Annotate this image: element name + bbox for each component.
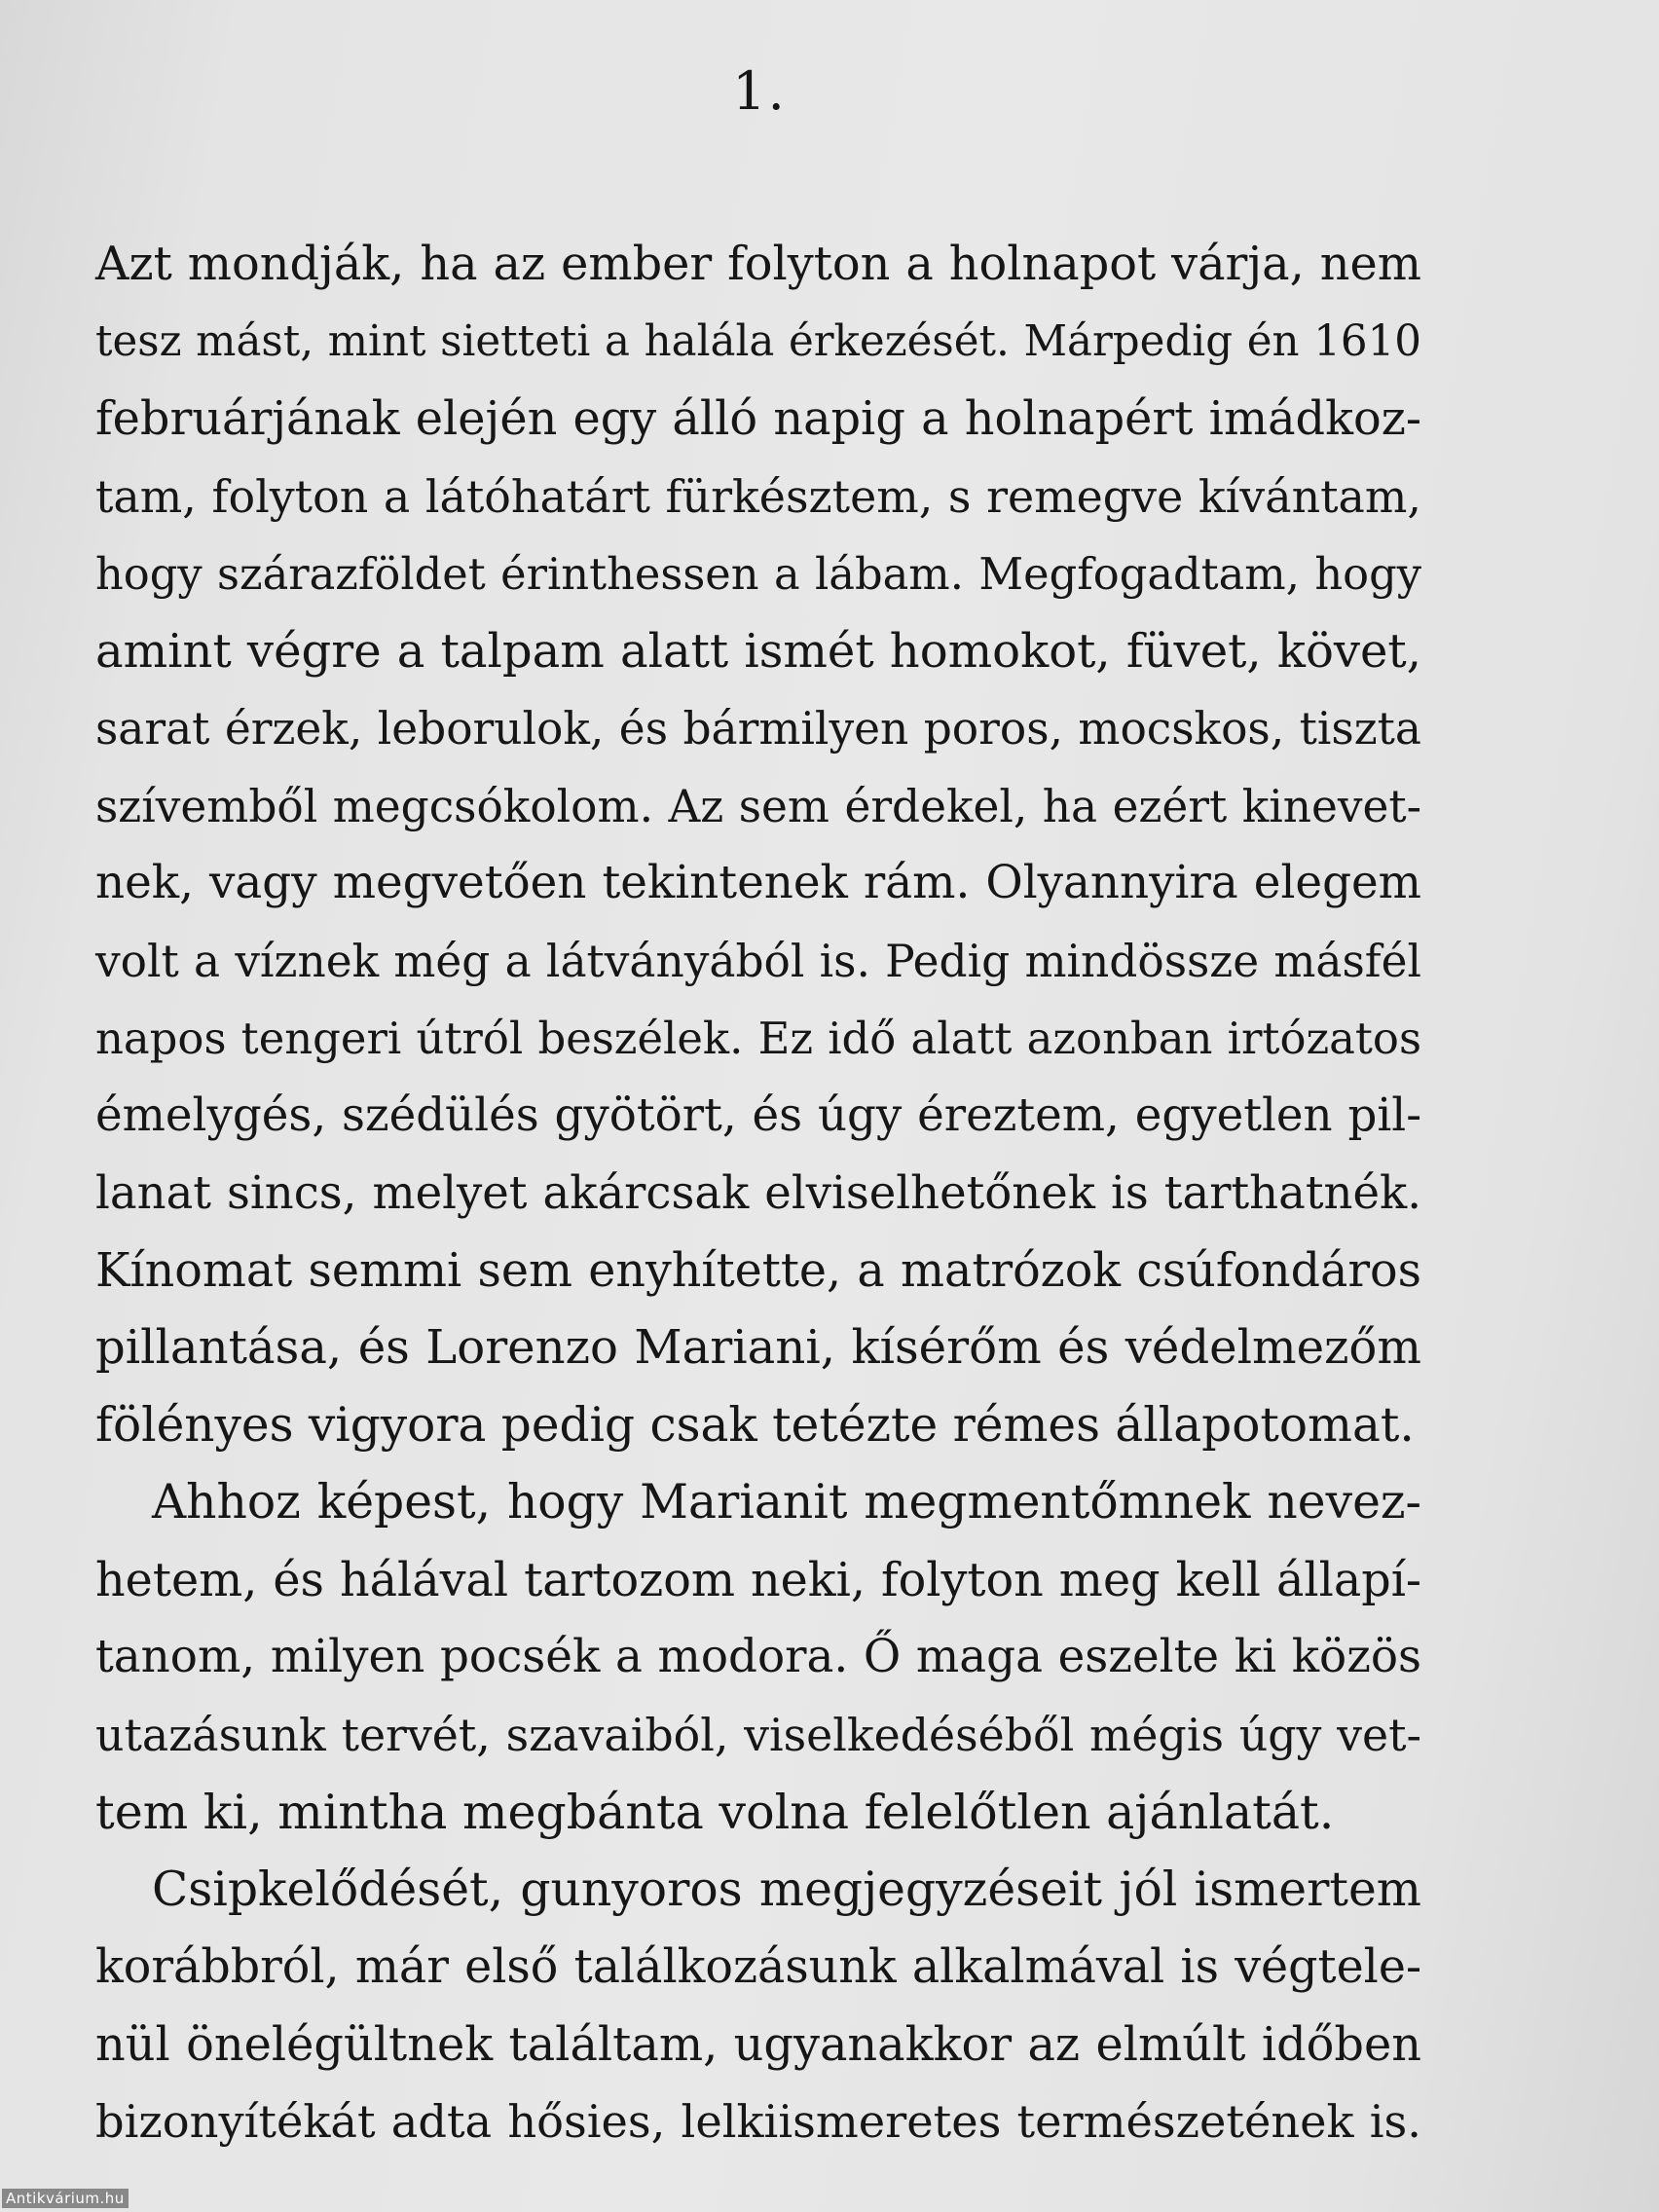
text-line: émelygés, szédülés gyötört, és úgy éreztem, egyetlen pil- <box>95 1088 1421 1142</box>
text-line: szívemből megcsókolom. Az sem érdekel, ha ezért kinevet- <box>95 780 1421 832</box>
text-line: volt a víznek még a látványából is. Pedig mindössze másfél <box>95 935 1421 987</box>
paragraph-1 <box>95 226 1421 1464</box>
text-line: tanom, milyen pocsék a modora. Ő maga eszelte ki közös <box>95 1631 1421 1683</box>
text-line: nül önelégültnek találtam, ugyanakkor az elmúlt időben <box>95 2017 1421 2072</box>
text-line: Ahhoz képest, hogy Marianit megmentőmnek nevez- <box>152 1475 1421 1530</box>
text-line: pillantása, és Lorenzo Mariani, kísérőm és védelmezőm <box>95 1320 1421 1375</box>
text-line: Kínomat semmi sem enyhítette, a matrózok csúfondáros <box>95 1243 1421 1298</box>
text-line: tesz mást, mint sietteti a halála érkezését. Márpedig én 1610 <box>95 316 1421 366</box>
text-line: tam, folyton a látóhatárt fürkésztem, s remegve kívántam, <box>95 469 1421 523</box>
text-line: Azt mondják, ha az ember folyton a holnapot várja, nem <box>95 238 1421 291</box>
text-line: Csipkelődését, gunyoros megjegyzéseit jól ismertem <box>152 1862 1421 1917</box>
watermark: Antikvárium.hu <box>2 2189 129 2208</box>
text-line: lanat sincs, melyet akárcsak elviselhetőnek is tarthatnék. <box>95 1166 1421 1219</box>
text-line: sarat érzek, leborulok, és bármilyen poros, mocskos, tiszta <box>95 703 1421 755</box>
text-line: amint végre a talpam alatt ismét homokot, füvet, követ, <box>95 623 1421 679</box>
text-line: napos tengeri útról beszélek. Ez idő alatt azonban irtózatos <box>95 1013 1421 1064</box>
text-line: nek, vagy megvetően tekintenek rám. Olyannyira elegem <box>95 857 1421 909</box>
paragraph-3 <box>95 1852 1421 2161</box>
text-line: hogy szárazföldet érinthessen a lábam. Megfogadtam, hogy <box>95 548 1421 600</box>
page-text <box>95 226 1421 2161</box>
text-line: hetem, és hálával tartozom neki, folyton meg kell állapí- <box>95 1553 1421 1607</box>
text-line: tem ki, mintha megbánta volna felelőtlen ajánlatát. <box>95 1785 1335 1840</box>
chapter-number: 1. <box>732 60 787 122</box>
paragraph-2 <box>95 1464 1421 1852</box>
text-line: utazásunk tervét, szavaiból, viselkedéséből mégis úgy vet- <box>95 1708 1421 1761</box>
text-line: bizonyítékát adta hősies, lelkiismeretes természetének is. <box>95 2095 1421 2148</box>
text-line: fölényes vigyora pedig csak tetézte rémes állapotomat. <box>95 1397 1415 1453</box>
text-line: februárjának elején egy álló napig a holnapért imádkoz- <box>95 392 1421 446</box>
text-line: korábbról, már első találkozásunk alkalmával is végtele- <box>95 1940 1421 1994</box>
